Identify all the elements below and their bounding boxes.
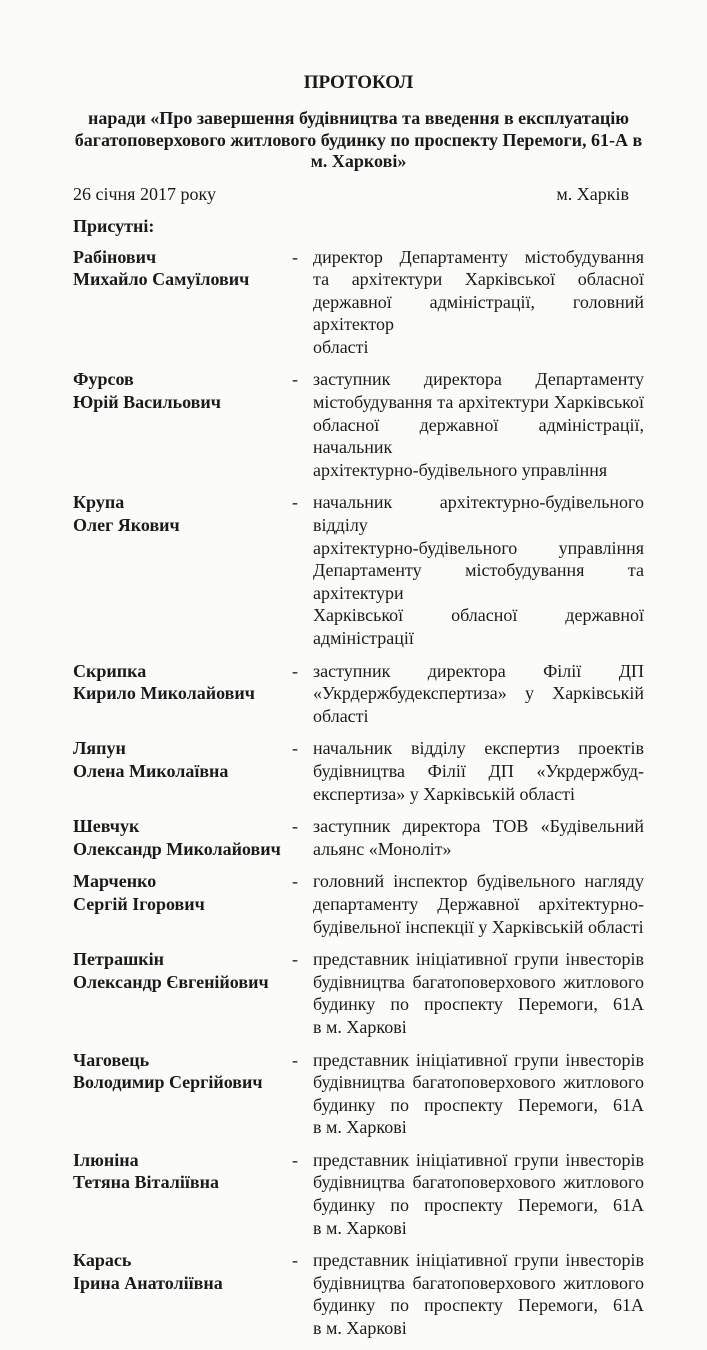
position-line: будівельної інспекції у Харківській області [313,916,644,937]
present-label: Присутні: [73,215,155,236]
attendee-given: Олег Якович [73,515,180,536]
attendee-surname: Шевчук [73,816,140,837]
attendee-surname: Рабінович [73,246,157,267]
position-line: представник ініціативної групи інвесторів [313,1149,644,1170]
position-line: будівництва багатоповерхового житлового [313,1072,644,1093]
attendee-position [313,1049,644,1139]
position-line: містобудування та архітектури Харківської [313,392,644,413]
attendee-row [73,1149,644,1239]
attendee-surname: Ляпун [73,738,126,759]
position-line: будинку по проспекту Перемоги, 61А [313,1195,644,1216]
position-line: державної адміністрації, головний архітектор [313,291,644,335]
attendee-position [313,660,644,728]
attendee-name [73,1249,292,1339]
attendee-surname: Крупа [73,492,125,513]
position-line: заступник директора Філії ДП [313,660,644,681]
position-line: та архітектури Харківської обласної [313,269,644,290]
position-line: в м. Харкові [313,1318,407,1339]
separator-dash: - [292,660,298,681]
attendee-given: Володимир Сергійович [73,1072,263,1093]
attendee-name [73,368,292,481]
attendee-given: Олександр Миколайович [73,838,281,859]
position-line: представник ініціативної групи інвесторів [313,1250,644,1271]
attendee-name [73,1049,292,1139]
position-line: області [313,336,369,357]
attendee-name [73,246,292,359]
attendee-given: Олександр Євгенійович [73,971,269,992]
attendee-row [73,1049,644,1139]
separator-dash: - [292,949,298,970]
attendee-position [313,737,644,805]
position-line: обласної державної адміністрації, начальник [313,414,644,458]
attendee-surname: Ілюніна [73,1149,139,1170]
attendee-row [73,246,644,359]
position-line: головний інспектор будівельного нагляду [313,871,644,892]
attendee-row [73,815,644,860]
attendee-position [313,1149,644,1239]
subtitle-line: багатоповерхового житлового будинку по проспекту Перемоги, 61-А в [74,129,643,150]
separator-dash: - [292,1149,298,1170]
separator-dash: - [292,492,298,513]
attendee-given: Кирило Миколайович [73,683,255,704]
attendee-list [73,246,644,1340]
position-line: будівництва багатоповерхового житлового [313,971,644,992]
position-line: «Укрдержбудекспертиза» у Харківській [313,683,644,704]
attendee-given: Юрій Васильович [73,392,221,413]
attendee-row [73,1249,644,1339]
separator-dash: - [292,816,298,837]
position-line: області [313,705,369,726]
attendee-given: Тетяна Віталіївна [73,1172,219,1193]
attendee-position [313,815,644,860]
attendee-position [313,870,644,938]
position-line: альянс «Моноліт» [313,838,452,859]
position-line: архітектурно-будівельного управління [313,537,644,558]
attendee-position [313,491,644,649]
position-line: будівництва Філії ДП «Укрдержбуд- [313,760,644,781]
position-line: в м. Харкові [313,1217,407,1238]
attendee-row [73,948,644,1038]
position-line: експертиза» у Харківській області [313,783,576,804]
meeting-city: м. Харків [556,183,629,204]
position-line: заступник директора Департаменту [313,369,644,390]
position-line: директор Департаменту містобудування [313,246,644,267]
position-line: представник ініціативної групи інвесторів [313,1049,644,1070]
attendee-surname: Карась [73,1250,132,1271]
attendee-row [73,737,644,805]
position-line: начальник архітектурно-будівельного відділу [313,492,644,536]
attendee-name [73,1149,292,1239]
document-title: ПРОТОКОЛ [303,72,414,93]
position-line: начальник відділу експертиз проектів [313,738,644,759]
separator-dash: - [292,369,298,390]
separator-dash: - [292,1049,298,1070]
position-line: департаменту Державної архітектурно- [313,893,644,914]
subtitle-line: наради «Про завершення будівництва та введення в експлуатацію [87,108,630,128]
attendee-name [73,870,292,938]
position-line: в м. Харкові [313,1117,407,1138]
attendee-given: Сергій Ігорович [73,893,205,914]
attendee-row [73,660,644,728]
position-line: представник ініціативної групи інвесторів [313,949,644,970]
attendee-name [73,660,292,728]
position-line: в м. Харкові [313,1016,407,1037]
attendee-position [313,368,644,481]
attendee-position [313,1249,644,1339]
position-line: будівництва багатоповерхового житлового [313,1172,644,1193]
document-subtitle [73,108,644,173]
attendee-name [73,491,292,649]
attendee-given: Михайло Самуїлович [73,269,250,290]
position-line: будинку по проспекту Перемоги, 61А [313,1094,644,1115]
attendee-row [73,491,644,649]
attendee-name [73,815,292,860]
separator-dash: - [292,246,298,267]
attendee-surname: Марченко [73,871,157,892]
separator-dash: - [292,1250,298,1271]
attendee-surname: Чаговець [73,1049,150,1070]
position-line: архітектурно-будівельного управління [313,459,608,480]
attendee-given: Олена Миколаївна [73,760,229,781]
attendee-surname: Фурсов [73,369,134,390]
date-line [73,183,644,205]
attendee-position [313,948,644,1038]
position-line: Харківської обласної державної адміністрації [313,605,644,648]
attendee-surname: Петрашкін [73,949,165,970]
attendee-position [313,246,644,359]
attendee-surname: Скрипка [73,660,147,681]
position-line: будинку по проспекту Перемоги, 61А [313,994,644,1015]
position-line: будівництва багатоповерхового житлового [313,1272,644,1293]
subtitle-line: м. Харкові» [310,151,407,171]
attendee-name [73,737,292,805]
attendee-row [73,368,644,481]
attendee-name [73,948,292,1038]
attendee-row [73,870,644,938]
document-page [73,72,644,1350]
position-line: будинку по проспекту Перемоги, 61А [313,1295,644,1316]
meeting-date: 26 січня 2017 року [73,183,216,204]
position-line: заступник директора ТОВ «Будівельний [313,816,644,837]
position-line: Департаменту містобудування та архітектури [313,560,644,603]
attendee-given: Ірина Анатоліївна [73,1272,223,1293]
separator-dash: - [292,738,298,759]
separator-dash: - [292,871,298,892]
